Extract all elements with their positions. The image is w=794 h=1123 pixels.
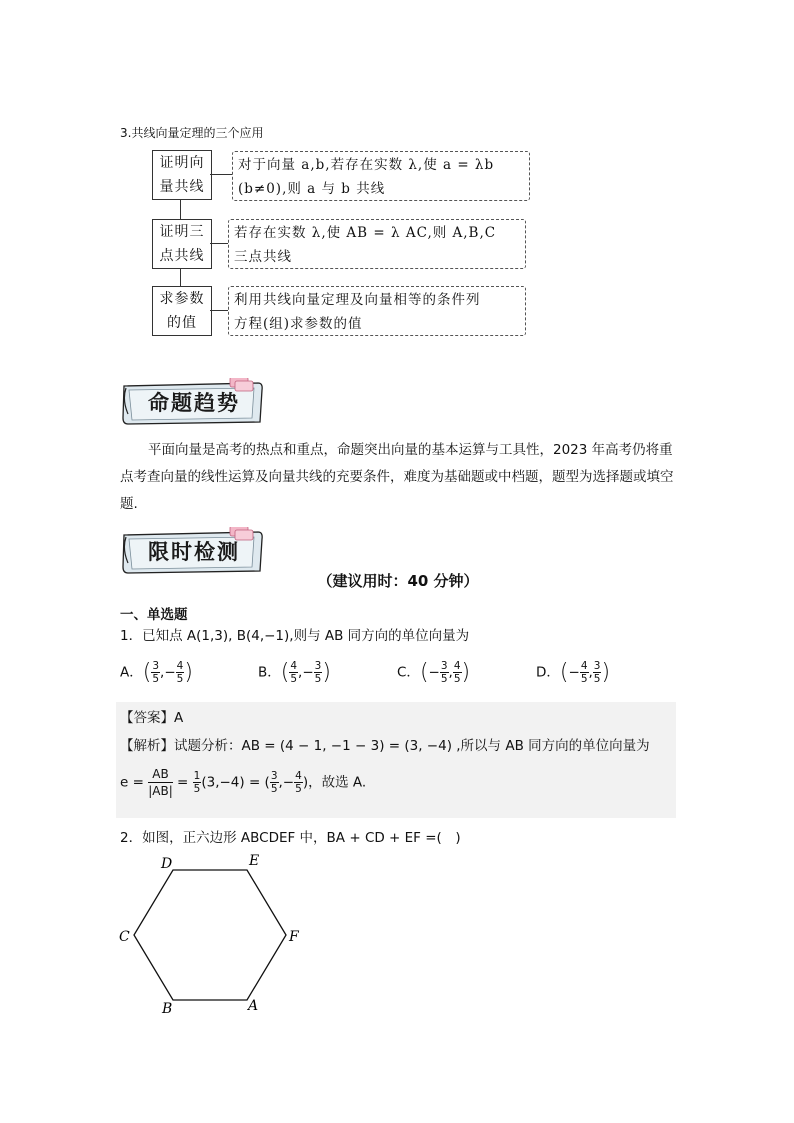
flow-box-line: 证明三	[159, 224, 205, 240]
question-1-stem: 1．已知点 A(1,3), B(4,−1),则与 AB 同方向的单位向量为	[120, 628, 470, 644]
flow-desc-line: 三点共线	[234, 249, 292, 265]
flow-desc-line: 方程(组)求参数的值	[234, 316, 363, 332]
flow-box-line: 量共线	[159, 179, 205, 195]
flow-desc-line: (b≠0),则 a 与 b 共线	[238, 181, 386, 197]
option-d[interactable]: D．(− $\frac{4}{5}$ , $\frac{3}{5}$ )	[536, 660, 611, 685]
analysis-label: 【解析】	[120, 738, 174, 754]
flow-box-line: 的值	[167, 315, 197, 331]
hexagon-shape	[134, 870, 286, 1000]
option-a[interactable]: A．( $\frac{3}{5}$ ,− $\frac{4}{5}$ )	[120, 660, 193, 685]
analysis-formula: e = $\frac{AB}{|AB|}$ = $\frac{1}{5}$ (3,−4) = ( $\frac{3}{5}$ ,− $\frac{4}{5}$ )，故选 A.	[120, 767, 367, 798]
heading-badge-trend	[120, 378, 266, 428]
analysis-text: 试题分析：AB = (4 − 1, −1 − 3) = (3, −4) ,所以与 AB 同方向的单位向量为	[174, 738, 650, 754]
section-title: 3.共线向量定理的三个应用	[120, 126, 264, 140]
analysis-line	[120, 734, 650, 754]
answer-box	[116, 702, 676, 818]
flow-desc-line: 利用共线向量定理及向量相等的条件列	[234, 292, 481, 308]
option-b[interactable]: B．( $\frac{4}{5}$ ,− $\frac{3}{5}$ )	[258, 660, 331, 685]
part-title: 一、单选题	[120, 607, 188, 623]
flow-desc-line: 对于向量 a,b,若存在实数 λ,使 a = λb	[238, 157, 495, 173]
flow-box-find-parameter	[152, 286, 212, 336]
flow-box-collinear-vectors	[152, 150, 212, 200]
question-2-stem: 2．如图，正六边形 ABCDEF 中，BA + CD + EF =( )	[120, 830, 461, 846]
vertex-label-d: D	[161, 856, 173, 872]
vertex-label-f: F	[289, 929, 299, 945]
option-c[interactable]: C．(− $\frac{3}{5}$ , $\frac{4}{5}$ )	[397, 660, 471, 685]
flow-desc-line: 若存在实数 λ,使 AB = λ AC,则 A,B,C	[234, 225, 497, 241]
flow-box-line: 证明向	[159, 155, 205, 171]
vertex-label-b: B	[162, 1001, 173, 1017]
time-note: （建议用时：40 分钟）	[317, 572, 479, 590]
vertex-label-c: C	[119, 929, 130, 945]
test-heading: 限时检测	[148, 540, 240, 564]
flow-desc-collinear-vectors	[232, 151, 530, 201]
hexagon-figure	[110, 850, 310, 1020]
flow-box-line: 点共线	[159, 248, 205, 264]
flow-connector	[210, 310, 228, 311]
flow-box-collinear-points	[152, 219, 212, 269]
flow-connector	[210, 174, 232, 175]
trend-paragraph: 平面向量是高考的热点和重点，命题突出向量的基本运算与工具性，2023 年高考仍将重点考查向量的线性运算及向量共线的充要条件，难度为基础题或中档题，题型为选择题或填空题.	[120, 442, 674, 512]
trend-heading: 命题趋势	[148, 391, 240, 415]
flow-desc-find-parameter	[228, 286, 526, 336]
vertex-label-a: A	[248, 998, 259, 1014]
flow-box-line: 求参数	[159, 291, 205, 307]
flow-desc-collinear-points	[228, 219, 526, 269]
vertex-label-e: E	[249, 853, 260, 869]
answer-label: 【答案】A	[120, 710, 184, 726]
flow-connector	[210, 243, 228, 244]
